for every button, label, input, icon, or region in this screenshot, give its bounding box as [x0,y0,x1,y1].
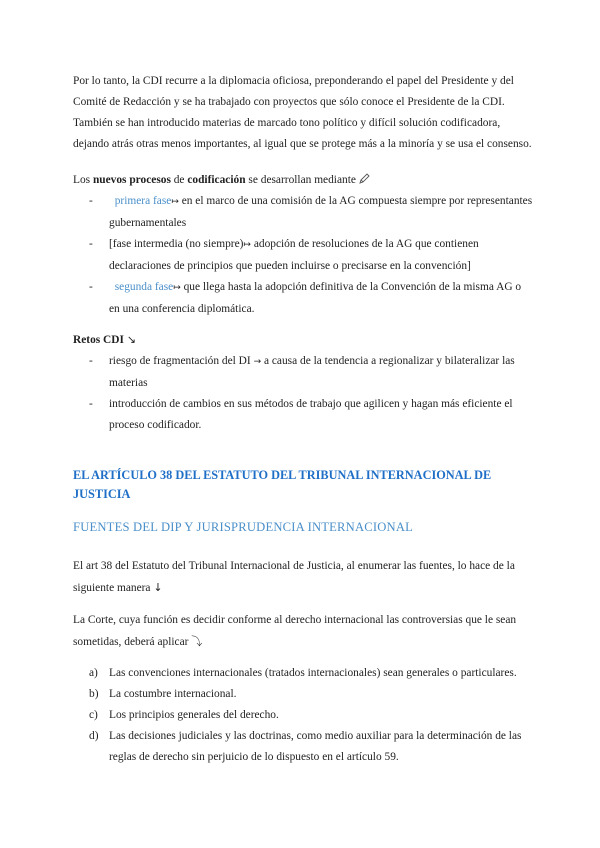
item-text: riesgo de fragmentación del DI [109,355,251,367]
item-text: Las decisiones judiciales y las doctrinas, como medio auxiliar para la determinación de las reglas de derecho sin perjuicio de lo dispuesto en el artículo 59. [109,730,522,763]
art38-section [73,556,533,599]
item-text: en el marco de una comisión de la AG compuesta siempre por representantes gubernamentales [109,195,533,229]
item-text: Las convenciones internacionales (tratados internacionales) sean generales o particulares. [109,667,517,679]
item-text: que llega hasta la adopción definitiva de la Convención de la misma AG o en una conferencia diplomática. [109,281,522,315]
art38-paragraph [73,556,533,599]
retos-title [73,329,533,351]
list-item [73,351,533,394]
intro-section [73,71,533,155]
intro-paragraph: Por lo tanto, la CDI recurre a la diplomacia oficiosa, preponderando el papel del Presidente y del Comité de Redacción y se ha trabajado con proyectos que sólo conoce el Presidente de la CDI. También se han introducido materias de marcado tono político y difícil solución codificadora, dejando atrás otras menos importantes, al igual que se protege más a la minoría y se usa el consenso. [73,75,532,150]
procesos-section [73,170,533,320]
item-text: a causa de la tendencia a regionalizar y bilateralizar las materias [109,355,515,389]
retos-title-text: Retos CDI [73,334,124,346]
dash-marker: - [89,398,93,410]
procesos-list [73,191,533,320]
pencil-icon [359,173,371,184]
arrow-down-icon: ↓ [153,581,163,594]
maps-to-icon: ↦ [243,240,251,250]
dash-marker: - [89,195,93,207]
procesos-pre: Los [73,174,93,186]
list-item [73,394,533,436]
maps-to-icon: ↦ [171,197,179,207]
retos-list [73,351,533,436]
subsection-heading: FUENTES DEL DIP Y JURISPRUDENCIA INTERNACIONAL [73,520,414,534]
corte-text: La Corte, cuya función es decidir conforme al derecho internacional las controversias que le sean sometidas, deberá aplicar [73,614,517,648]
list-item [73,663,533,684]
art38-text: El art 38 del Estatuto del Tribunal Internacional de Justicia, al enumerar las fuentes, lo hace de la siguiente manera [73,560,515,594]
list-item [73,277,533,320]
heading-2-section [73,518,533,537]
fuentes-list [73,663,533,768]
dash-marker: - [89,238,93,250]
list-marker: b) [89,688,99,700]
item-text: adopción de resoluciones de la AG que contienen declaraciones de principios que pueden incluirse o precisarse en la convención] [109,238,479,272]
section-heading: EL ARTÍCULO 38 DEL ESTATUTO DEL TRIBUNAL INTERNACIONAL DE JUSTICIA [73,468,492,501]
heading-1-section [73,466,533,504]
arrow-curve-down-icon: ⤵ [191,635,203,648]
procesos-post: se desarrollan mediante [245,174,359,186]
fuentes-section [73,663,533,768]
list-item [73,726,533,768]
phase-label: [fase intermedia (no siempre) [109,238,244,250]
list-marker: a) [89,667,98,679]
procesos-bold-1: nuevos procesos [92,174,171,186]
list-item [73,705,533,726]
list-item [73,684,533,705]
item-text: introducción de cambios en sus métodos de trabajo que agilicen y hagan más eficiente el proceso codificador. [109,398,513,431]
corte-paragraph [73,610,533,653]
dash-marker: - [89,355,93,367]
phase-label: primera fase [114,195,172,207]
list-item [73,191,533,234]
procesos-intro [73,170,533,191]
procesos-mid: de [170,174,188,186]
dash-marker: - [89,281,93,293]
list-item [73,234,533,277]
corte-section [73,610,533,653]
list-marker: d) [89,730,99,742]
phase-label: segunda fase [114,281,174,293]
arrow-right-icon: → [253,357,262,367]
item-text: Los principios generales del derecho. [109,709,279,721]
procesos-bold-2: codificación [187,174,246,186]
maps-to-icon: ↦ [173,283,181,293]
arrow-down-right-icon: ↘ [126,333,137,346]
list-marker: c) [89,709,98,721]
retos-section [73,329,533,436]
item-text: La costumbre internacional. [109,688,237,700]
